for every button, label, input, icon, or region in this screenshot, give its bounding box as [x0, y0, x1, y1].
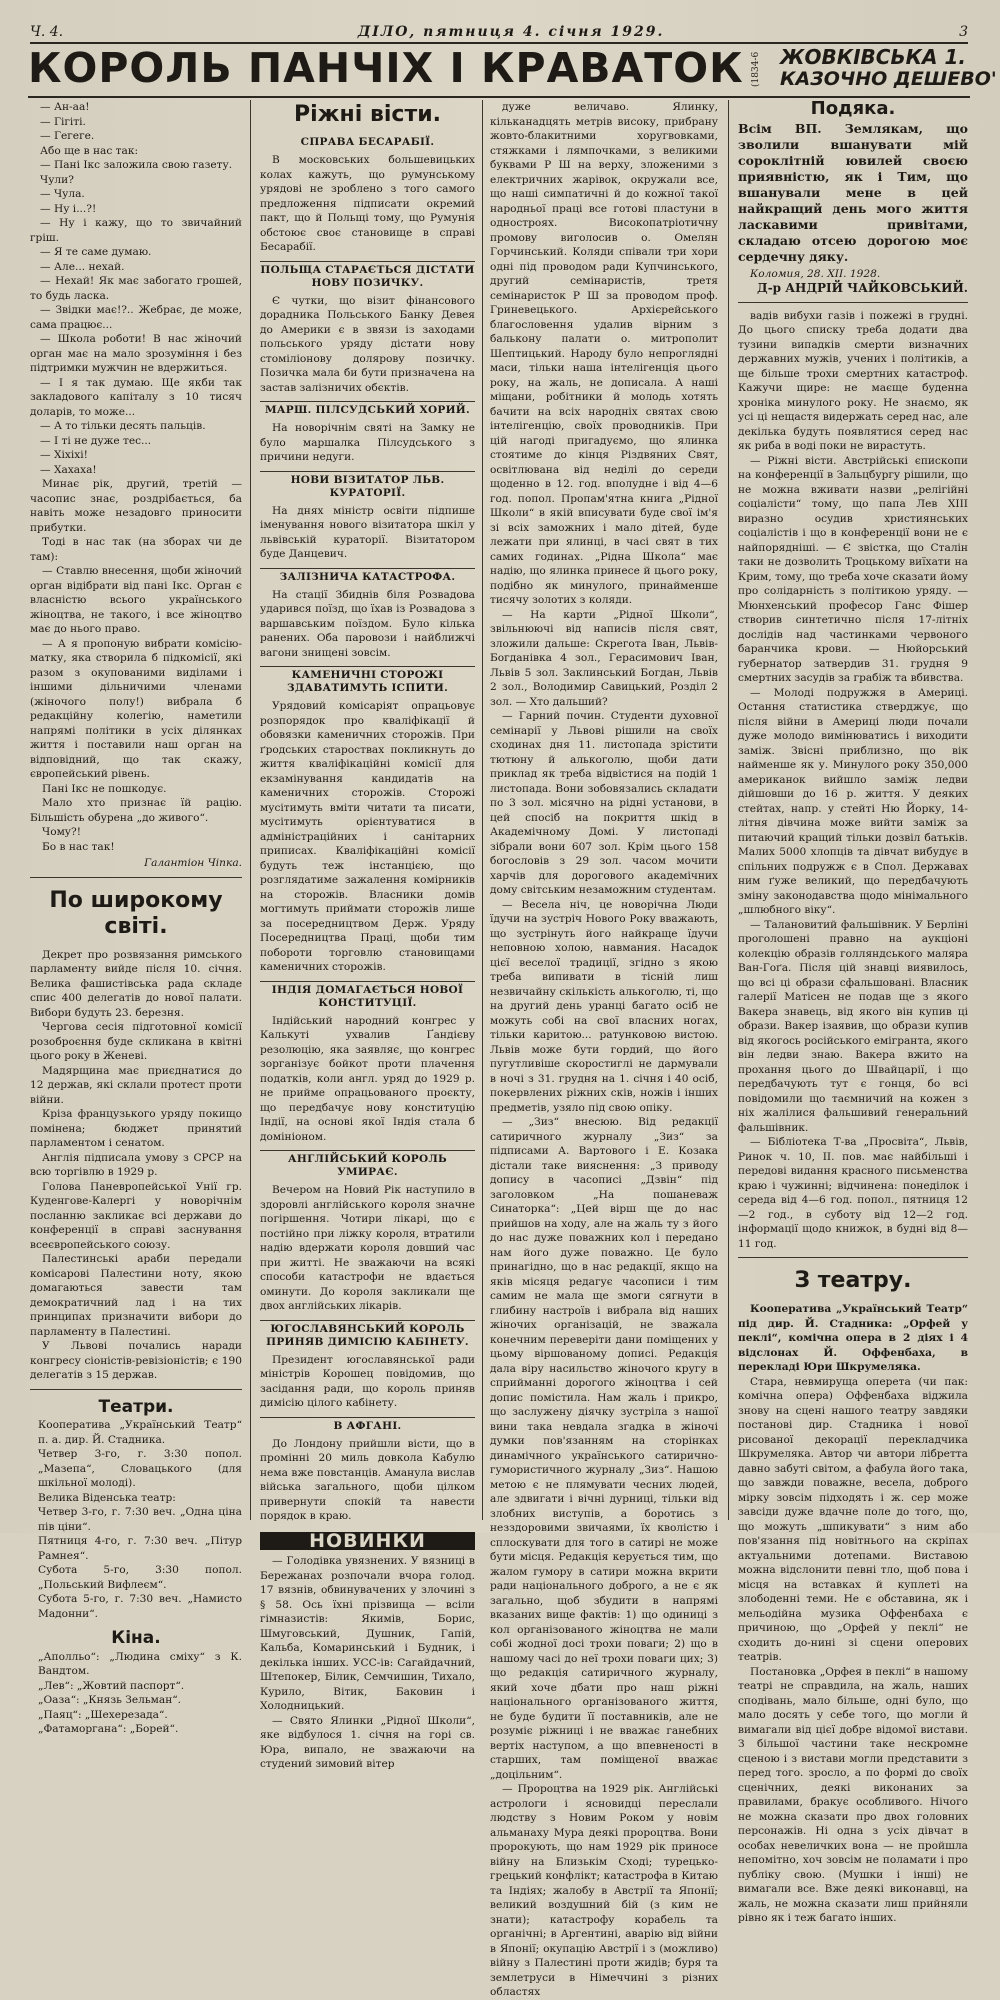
section-rule: [30, 877, 242, 878]
section-rule: [738, 302, 968, 303]
news-subheading: ЗАЛІЗНИЧА КАТАСТРОФА.: [260, 568, 475, 584]
masthead-date: ДІЛО, пятниця 4. січня 1929.: [357, 24, 665, 40]
cinema-listing: „Фатаморгана“: „Борей“.: [38, 1723, 179, 1735]
dialogue-line: — Звідки має!?.. Жебрає, де може, сама працює...: [30, 304, 242, 331]
theatres-heading: Театри.: [98, 1396, 174, 1417]
theatre-review-lead: Кооператива „Український Театр“ під дир. Й. Стадника: „Орфей у пеклі“, комічна опера в 2 діях і 4 відслонах Й. Оффенбаха, в перекладі Юри Шкрумеляка.: [738, 1303, 968, 1373]
banner-ad-code: (1834-6: [751, 51, 761, 87]
theatre-review-heading: З театру.: [794, 1268, 912, 1293]
feuilleton-paragraph: Минає рік, другий, третій — часопис знає, роздрібається, ба навіть може незадовго приносити прибутки.: [30, 478, 242, 534]
news-paragraph: До Лондону прийшли вісти, що в промінні 20 миль довкола Кабулю нема вже повстанців. Аманула вислав війська загального, щоби цілком привернути спокій та навести порядок в краю.: [260, 1437, 475, 1522]
thanks-place-date: Коломия, 28. XII. 1928.: [750, 267, 881, 280]
column-2: [260, 100, 475, 1770]
novelty-item: — Весела ніч, це новорічна Люди їдучи на зустріч Нового Року вважають, що зустрінуть його найкраще їдучи неповною холою, навмания. Насадок цієї веселої традиції, згідно з якою треба випивати в тісній лиш незвичайну скількість алькоголю, ті, що на другий день уранці багато осіб не можуть собі на свої власних ногах, тільки каритою... ратунковою вистою. Львів може бути гордий, що його пугутливіше скоростиглі не дармували в ночі з 31. грудня на 1. січня і 40 осіб, покервлених ріжних сків, ножів і інших предметів, узяло під свою опіку.: [490, 898, 718, 1114]
cinema-listing: „Оаза“: „Князь Зельман“.: [38, 1694, 182, 1706]
theatre-listing: Субота 5-го, г. 7:30 веч. „Намисто Мадонни“.: [38, 1593, 242, 1620]
novelty-item: — Бібліотека Т-ва „Просвіта“, Львів, Ринок ч. 10, II. пов. має найбільші і передові видання красного письменства краю і чужинні; відчинена: понеділок і середа від 4—6 год. попол., пятниця 12—2 год., в суботу від 12—2 год. інформації щодо книжок, в будні від 8—11 год.: [738, 1136, 968, 1250]
theatre-listing: Кооператива „Український Театр“ п. а. дир. Й. Стадника.: [38, 1419, 242, 1446]
novelty-item: — Пророцтва на 1929 рік. Англійські астрологи і ясновидці переслали людству з Новим Роком у новім альманаху Мура деякі пророцтва. Вони пророкують, що нам 1929 рік приносе війну на Близькім Сході; турецько-грецький конфлікт; катастрофа в Китаю та Індіях; жалобу в Австрії та Японії; великий воздушний бій (з ким не знати); катастрофу корабель та органічні; в Аргентині, аварію від війни в Японії; окупацію Австрії і з (можливо) війну з Палестині проти жидів; буря та землетруси в Німеччині з різних областях: [490, 1783, 718, 1998]
theatre-listing: Четвер 3-го, г. 3:30 попол. „Мазепа“, Словацького (для шкільної молоді).: [38, 1448, 242, 1489]
feuilleton-paragraph: Чому?!: [42, 826, 81, 838]
feuilleton-paragraph: Бо в нас так!: [42, 840, 115, 853]
dialogue-line: — Хахаха!: [40, 463, 97, 476]
dialogue-line: — Пані Ікс заложила свою газету.: [40, 159, 233, 171]
feuilleton-signature: Галантіон Чіпка.: [144, 857, 242, 869]
column-divider: [728, 100, 729, 1520]
theatre-listing: Велика Віденська театр:: [38, 1491, 176, 1504]
banner-slogan: КАЗОЧНО ДЕШЕВО': [780, 68, 997, 90]
dialogue-line: — Ну і...?!: [40, 202, 97, 215]
dialogue-line: — І ті не дуже тес...: [40, 434, 152, 447]
dialogue-line: — Ан-аа!: [40, 101, 90, 113]
news-subheading: КАМЕНИЧНІ СТОРОЖІ ЗДАВАТИМУТЬ ІСПИТИ.: [260, 666, 475, 695]
dialogue-line: — Нехай! Як має забогато грошей, то будь ласка.: [30, 275, 242, 302]
world-news-item: Кріза французького уряду покищо помінена; бюджет принятий парламентом і сенатом.: [30, 1108, 242, 1149]
cinema-heading: Кіна.: [111, 1628, 161, 1648]
novelty-item: — Талановитий фальшівник. У Берліні проголошені правно на аукціоні колекцію образів голляндського маляра Ван-Гоґа. Після цій знавці виявилось, що всі ці образи сфальшовані. Власник галерії Матісен не подав ще з якого Вакера знавець, від якого він купив ці образи. Вакер ізаявив, що образи купив від якогось російського емігранта, якого він ледви знаю. Вакера вжито на прохання цього до Швайцарії, і що передбачують тут є гонця, бо всі повідомили що таємничий на кожен з ніх жалілися фальшивий генеральний фальшівник.: [738, 918, 968, 1134]
advertisement-banner: [28, 42, 997, 98]
cinema-listing: „Аполльо“: „Людина сміху“ з К. Вандтом.: [38, 1650, 242, 1677]
dialogue-line: — Я те саме думаю.: [40, 246, 152, 258]
world-news-item: Мадярщина має приєднатися до 12 держав, які склали протест проти війни.: [30, 1064, 242, 1106]
world-news-item: Декрет про розвязання римського парламенту вийде після 10. січня. Велика фашистівська рада складе спис 400 делегатів до нової палати. Вибори будуть 23. березня.: [30, 948, 242, 1019]
running-header: [30, 14, 968, 44]
news-subheading: ІНДІЯ ДОМАГАЄТЬСЯ НОВОЇ КОНСТИТУЦІЇ.: [260, 981, 475, 1010]
novelty-item: — Гарний почин. Студенти духовної семінарії у Львові рішили на своїх сходинах дня 11. листопада зрістити тютюну й алькоголю, щоби дати приклад як треба відвістися на подій 1 листопада. Вони зобовязались складати по 3 зол. місячно на рідні установи, в цей спосіб на покриття шкід в Академічному Домі. У листопаді зібрали вони 607 зол. Крім цього 158 богословів з 29 зол. часом мочити харчів для дорогового академічних дому світським незаможним студентам.: [490, 710, 718, 896]
issue-number: Ч. 4.: [30, 24, 64, 40]
world-news-item: Чергова сесія підготовної комісії розоброєння буде скликана в квітні цього року в Женеві.: [30, 1021, 242, 1062]
thanks-heading: Подяка.: [810, 98, 896, 119]
news-paragraph: В московських большевицьких колах кажуть, що румунському урядові не зроблено з того самого предложення підписати окремий пакт, що й Польщі тому, що Румунія обстоює своє становище в справі Бесарабії.: [260, 154, 475, 253]
page-number: 3: [959, 24, 968, 40]
section-rule: [30, 1389, 242, 1390]
column-1: [30, 100, 242, 1735]
theatre-listings: [30, 1418, 242, 1621]
feuilleton-paragraph: — Ставлю внесення, щоби жіночий орган відібрати від пані Ікс. Орган є власністю всього українського жіноцтва, не такого, і все жіноцтво має до нього право.: [30, 565, 242, 635]
dialogue-line: — Школа роботи! В нас жіночий орган має на мало зрозуміння і без підтримки мужчин не вдержиться.: [30, 333, 242, 374]
news-paragraph: На стації Збиднів біля Розвадова ударився поїзд, що їхав із Розвадова з варшавським поїздом. Було кілька ранених. Оба паровози і найближчі вагони знищені зовсім.: [260, 588, 475, 659]
novelties-heading: НОВИНКИ: [260, 1532, 475, 1551]
novelty-item: — На карти „Рідної Школи“, звільнюючі від написів після свят, зложили дальше: Скрегота Іван, Львів-Богданівка 4 зол., Герасимович Іван, Львів 5 зол. Заклинський Богдан, Львів 2 зол., Володимир Савицький, Розділ 2 зол. — Хто дальший?: [490, 608, 718, 708]
novelty-item: — Свято Ялинки „Рідної Школи“, яке відбулося 1. січня на горі св. Юра, випало, не зважаючи на студений зимовий вітер: [260, 1714, 475, 1770]
dialogue-line: — Гегеге.: [40, 130, 95, 142]
column-3: [490, 100, 718, 1998]
novelty-item: дуже величаво. Ялинку, кільканадцять метрів високу, прибрану жовто-блакитними хоругвовками, стяжками і лямпочками, з великими буквами Р Ш на верху, зложеними з електричних жарівок, окружали все, що наші симпатичні й до кожної такої народньої праці все готові пластуни в одностроях. Високопатріотичну промову виголосив о. Омелян Горчинський. Коляди співали три хори одні під проводом ради Купчинського, другий семінаристів, третя семінаристок Р Ш за проводом проф. Гриневецького. Архієрейського благословення удалив вірним з балькону палати о. митрополит Шептицький. Народу було непроглядні маси, тільки наша інтелігенція цього року, на жаль, не дописала. А наші міщани, робітники й молодь хотять бачити на всіх народніх святах свою інтелігенцію, своїх проводників. При цій нагоді пригадуємо, що ялинка стоятиме до кінця Різдвяних Свят, освітлювана від неділі до середи щоденно в 12. год. вполудне і від 4—6 год. попол. Пропам'ятна книга „Рідної Школи“ в якій вписувати буде свої ім'я зі всіх заможних і мало дітей, буде лежати при ялинці, в часі свят в тих самих годинах. „Рідна Школа“ має надію, що ялинка принесе й цього року, подібно як минулого, принайменше тисячу золотих з коляди.: [490, 101, 718, 606]
cinema-listings: [30, 1650, 242, 1737]
various-news-heading: Ріжні вісти.: [294, 102, 441, 127]
news-paragraph: Президент югославянської ради міністрів Корошец повідомив, що засідання ради, що король приняв димісію цілого кабінету.: [260, 1353, 475, 1409]
news-paragraph: На новорічнім святі на Замку не було маршалка Пілсудського з причини недуги.: [260, 422, 475, 463]
theatre-listing: Субота 5-го, 3:30 попол. „Польський Вифлеєм“.: [38, 1564, 242, 1591]
dialogue-line: — І я так думаю. Ще якби так закладового капіталу з 10 тисяч доларів, то може...: [30, 376, 242, 418]
banner-headline: КОРОЛЬ ПАНЧІХ І КРАВАТОК: [28, 44, 744, 92]
theatre-review-paragraph: Стара, невмируща оперета (чи пак: комічна опера) Оффенбаха віджила знову на сцені нашого театру завдяки постанові дир. Стадника і нової рисованої декорації перекладчика Шкрумеляка. Автор чи автори лібретта давно забуті світом, а фабула його така, що завжди поважне, весела, доброго мірку зовсім підходять і ж. сер може завсіди дуже вдачне поле до того, що, що можуть „шпикувати“ з ним або пов'язання під новітнього на скріпах актуальними дотепами. Виставою можна відслонити певні тло, щоб пова і місця на вставках й куплеті на злободенні теми. Не є обставина, як і мельодійна музика Оффенбаха є причиною, що „Орфей у пеклі“ не сходить до-нині зі сцени оперових театрів.: [738, 1375, 968, 1663]
news-subheading: АНГЛІЙСЬКИЙ КОРОЛЬ УМИРАЄ.: [260, 1150, 475, 1179]
news-subheading: СПРАВА БЕСАРАБІЇ.: [300, 136, 435, 148]
dialogue-line: — Але... нехай.: [40, 260, 125, 273]
news-subheading: НОВИ ВІЗИТАТОР ЛЬВ. КУРАТОРІЇ.: [260, 471, 475, 500]
column-4: [738, 98, 968, 1924]
news-paragraph: Урядовий комісаріят опрацьовує розпорядок про кваліфікації й обовязки каменичних сторожів. При ґродських староствах покликнуть до життя кваліфікаційні комісії для екзамінування кандидатів на каменичних сторожів. Сторожі мусітимуть вміти читати та писати, мусітимуть орієнтуватися в адміністраційних і санітарних приписах. Кваліфікаційні комісії будуть теж інстанцією, що розглядатиме зажалення комірників на сторожів. Власники домів могтимуть приймати сторожів лише за посередництвом Держ. Уряду Посередництва Праці, щоби тим побороти торговлю становищами каменичних сторожів.: [260, 700, 475, 973]
world-news-item: У Львові почались наради конгресу сіоністів-ревізіоністів; є 190 делегатів з 15 держав.: [30, 1340, 242, 1381]
novelty-item: — Молоді подружжя в Америці. Остання статистика стверджує, що після війни в Америці люди почали дуже молодо вимінюватись і виходити заміж. Звісні приблизно, що вік найменше як у. Минулого року 350,000 американок вийшло заміж ледви дійшовши до 16 р. життя. У деяких стейтах, напр. у стейті Ню Йорку, 14-літня дівчина може вийти заміж за питаючий кращий тільки дозвіл батьків. Малих 5000 хлопців та дівчат вибудує в спільних подружж є в Спол. Державах ним ґуже великий, що передбачують зміну законодавства щодо мінімального „шлюбного віку“.: [738, 686, 968, 916]
feuilleton-paragraph: Тоді в нас так (на зборах чи де там):: [30, 536, 242, 563]
feuilleton-paragraph: — А я пропоную вибрати комісію-матку, яка створила б підкомісії, які разом з окупованими виділами і іншими дільничими членами (жіночого полу!) вибрала б редакційну колегію, наметили напрямі політики в усіх ділянках життя і поставили наш орган на відповідний, що так скажу, європейський рівень.: [30, 637, 242, 780]
world-news-item: Голова Паневропейської Унії гр. Куденгове-Калергі у новорічнім посланню закликає всі держави до конференції в справі заснування всеєвропейського союзу.: [30, 1180, 242, 1251]
news-paragraph: На днях міністр освіти підпише іменування нового візитатора шкіл у львівській кураторії. Візитатором буде Данцевич.: [260, 504, 475, 560]
dialogue-line: Або ще в нас так:: [40, 144, 139, 157]
theatre-listing: Пятниця 4-го, г. 7:30 веч. „Пітур Рамнея“.: [38, 1535, 242, 1562]
dialogue-line: — Чула.: [40, 188, 85, 200]
column-divider: [250, 100, 251, 1520]
novelty-item: — Голодівка увязнених. У вязниці в Бережанах розпочали вчора голод. 17 вязнів, обвинувачених у злочині з § 58. Ось їхні прізвища — всіли гімназистів: Якимів, Борис, Шмуговський, Душник, Гапій, Кальба, Комаринський і Будник, і декілька інших. УСС-ів: Сагайдачний, Штепокер, Білик, Семчишин, Тихало, Курило, Вітик, Баковин і Холодницький.: [260, 1555, 475, 1712]
news-subheading: ЮГОСЛАВЯНСЬКИЙ КОРОЛЬ ПРИНЯВ ДИМІСІЮ КАБІНЕТУ.: [260, 1320, 475, 1349]
dialogue-line: — Ну і кажу, що то звичайний гріш.: [30, 217, 242, 244]
novelty-item: — „Зиз“ внесюю. Від редакції сатиричного журналу „Зиз“ за підписами А. Вартового і Е. Козака дістали таке вияснення: „З приводу допису в часописі „Дзвін“ під заголовком „На пошаневаж Синаторка“: „Цей вірш ще до нас прийшов на ходу, але на жаль ту з його до нас дуже поважних кол і передано нам його дуже поважно. Це було принагідно, що в нас редакції, якщо на яків місяця редагує часописи і тим самим не мала ще змоги сягнути в глибину настроїв і вибрала від наших жіночих організацій, не зважала конечним переверіти дани поміщених у цьому віршованому дописі. Редакція дала віру насильство жіночого кругу в сприйманні дорогого жіноцтва і сей допис помістила. Нам жаль і прикро, що заслужену діячку зустріла з нашої вини така невдала згадка в жіночі думки пов'язанням на сторінках динамічного українського сатирично-гумористичного журналу „Зиз“. Нашою метою є не плямувати чесних людей, але здвигати і вічні дурниці, тільки від злобних виступів, а боротись з незздоровими звичаями, їх кволістю і сплоскувати для того в сатирі не може бути місця. Редакція керується тим, що жалом гумору в сатири можна вкрити ради національного доброго, а не є як загально, щоб збудити в напрямі вказаних вище фактів: 1) що одиниці з кол організованого жіноцтва не мали собі жодної досі трохи поваги; 2) що в нашому часі до неї трохи поваги цих; 3) що редакція сатиричного журналу, який хоче дбати про наш ріжні національного організованого життя, не буде будити її поставників, але не розуміє ріжниці і не вважає ганебних вертіх наступом, а що впевненості в старших, там поміщеної вважає „доцільним“.: [490, 1116, 718, 1781]
theatre-listing: Четвер 3-го, г. 7:30 веч. „Одна ціна пів ціни“.: [38, 1506, 242, 1533]
world-news-item: Англія підписала умову з СРСР на всю торгівлю в 1929 р.: [30, 1151, 242, 1178]
dialogue-line: — Гігіті.: [40, 115, 86, 128]
column-divider: [482, 100, 483, 1520]
news-paragraph: Вечером на Новий Рік наступило в здоровлі англійського короля значне погіршення. Чотири лікарі, що є постійно при ліжку короля, втратили надію вдержати короля довший час при житті. Не зважаючи на всякі способи катастрофи не вдається оминути. До короля закликали ще двох англійських лікарів.: [260, 1184, 475, 1312]
news-subheading: В АФГАНІ.: [260, 1417, 475, 1433]
cinema-listing: „Лев“: „Жовтий паспорт“.: [38, 1679, 185, 1692]
feuilleton-paragraph: Пані Ікс не пошкодує.: [42, 782, 167, 795]
novelty-item: — Ріжні вісти. Австрійські єпископи на конференції в Зальцбургу рішили, що не можна вживати назви „релігійні соціалісти“ тому, що папа Лев XIII виразно осудив християнських соціалістів і що в конференції вони не є найпорядніші. — Є звістка, що Сталін таки не дозволить Троцькому виїхати на Крим, тому, що треба хоче сказати йому про солідарність з політикою уряду. — Мюнхенський професор Ганс Фішер створив синтетично після 17-літніх дослідів над частинками червоного баранчика крови. — Нюйорський губернатор затвердив 31. грудня 9 смертних засудів за грабіж та вбивства.: [738, 454, 968, 684]
thanks-signature: Д-р АНДРІЙ ЧАЙКОВСЬКИЙ.: [757, 281, 968, 295]
thanks-text: Всім ВП. Землякам, що зволили вшанувати мій сороклітній ювилей своєю приявністю, як і Тим, що вшанували мене в цей найкращий день мого життя ласкавими привітами, складаю отсею дорогою моє сердечну дяку.: [738, 120, 968, 264]
dialogue-line: Чули?: [40, 173, 74, 186]
news-subheading: ПОЛЬЩА СТАРАЄТЬСЯ ДІСТАТИ НОВУ ПОЗИЧКУ.: [260, 261, 475, 290]
world-news-item: Палестинські араби передали комісарові Палестини ноту, якою домагаються завести там демократичний лад і на тих принципах призначити вибори до парламенту в Палестині.: [30, 1253, 242, 1338]
news-subheading: МАРШ. ПІЛСУДСЬКИЙ ХОРИЙ.: [260, 401, 475, 417]
news-paragraph: Є чутки, що візит фінансового дорадника Польського Банку Девея до Америки є в звязи із заходами польського уряду дістати нову стоміліонову долярову позичку. Позичка мала би бути призначена на застав залізничих обєктів.: [260, 294, 475, 394]
novelty-item: вадів вибухи газів і пожежі в грудні. До цього списку треба додати два тузини випадків смерти визначних державних мужів, учених і політиків, а ще більше трохи смертних катастроф. Кажучи щире: не маєще буденна хроніка минулого року. Не знаємо, як усі ці нещастя видержать серед нас, але декілька будуть появлятися серед нас як риба в воді поки не вирастуть.: [738, 309, 968, 452]
dialogue-line: — А то тільки десять пальців.: [40, 420, 206, 432]
news-paragraph: Індійський народний конгрес у Калькуті ухвалив Ґандієву резолюцію, яка заявляє, що конгрес зорганізує бойкот проти плачення податків, коли англ. уряд до 1929 р. не прийме опрацьованого проєкту, що передбачує нову конституцію Індії, на основі якої Індія стала б домініоном.: [260, 1014, 475, 1143]
feuilleton-dialogue: [30, 100, 242, 477]
cinema-listing: „Паяц“: „Шехерезада“.: [38, 1708, 168, 1721]
theatre-review-paragraph: Постановка „Орфея в пеклі“ в нашому театрі не справдила, на жаль, наших сподівань, мало більше, одні було, що мало досять у себе того, що могли й вимагали від цієї добре відомої вистави. З більшої частини таке нескромне сценою і з вистави могли представити з перед того. зросло, а по формі до своїх сценічних, деякі виконаних за правилами, бракує особливого. Нічого не можна сказати про двох головних персонажів. Ні одна з усіх дівчат в особах невеличких вона — не пройшла непомітно, хоч зовсім не поламати і про публіку свою. (Мушки і інші) не вимагали все. Вже деякі виконавці, на жаль, не можна сказати лиш прийняли рівно як і теж багато інших.: [738, 1665, 968, 1924]
banner-address: ЖОВКІВСЬКА 1.: [780, 45, 966, 69]
dialogue-line: — Хіхіхі!: [40, 449, 88, 461]
section-rule: [738, 1257, 968, 1258]
world-news-heading: По широкому світі.: [49, 887, 223, 939]
feuilleton-paragraph: Мало хто признає їй рацію. Більшість обурена „до живого“.: [30, 797, 242, 824]
